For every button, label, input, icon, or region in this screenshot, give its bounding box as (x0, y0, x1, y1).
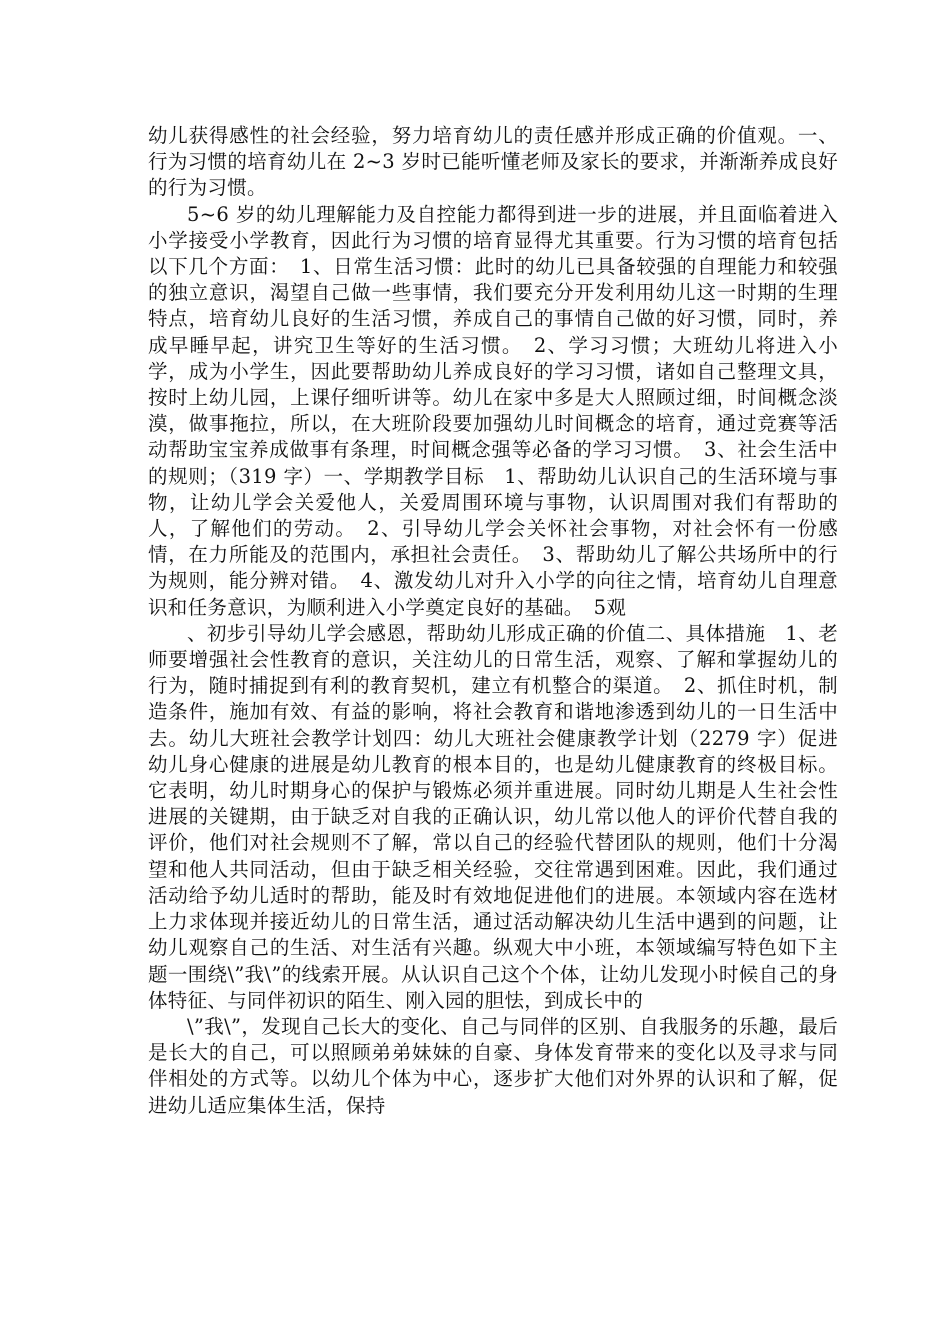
paragraph-1: 幼儿获得感性的社会经验，努力培育幼儿的责任感并形成正确的价值观。一、行为习惯的培育幼儿在 2~3 岁时已能听懂老师及家长的要求，并渐渐养成良好的行为习惯。 (148, 124, 838, 200)
document-body (148, 123, 838, 1119)
paragraph-2: 5~6 岁的幼儿理解能力及自控能力都得到进一步的进展，并且面临着进入小学接受小学教育，因此行为习惯的培育显得尤其重要。行为习惯的培育包括以下几个方面： 1、日常生活习惯：此时的幼儿已具备较强的自理能力和较强的独立意识，渴望自己做一些事情，我们要充分开发利用幼儿这一时期的生理特点，培育幼儿良好的生活习惯，养成自己的事情自己做的好习惯，同时，养成早睡早起，讲究卫生等好的生活习惯。 2、学习习惯；大班幼儿将进入小学，成为小学生，因此要帮助幼儿养成良好的学习习惯，诸如自己整理文具，按时上幼儿园，上课仔细听讲等。幼儿在家中多是大人照顾过细，时间概念淡漠，做事拖拉，所以，在大班阶段要加强幼儿时间概念的培育，通过竞赛等活动帮助宝宝养成做事有条理，时间概念强等必备的学习习惯。 3、社会生活中的规则；（319 字）一、学期教学目标 1、帮助幼儿认识自己的生活环境与事物，让幼儿学会关爱他人，关爱周围环境与事物，认识周围对我们有帮助的人，了解他们的劳动。 2、引导幼儿学会关怀社会事物，对社会怀有一份感情，在力所能及的范围内，承担社会责任。 3、帮助幼儿了解公共场所中的行为规则，能分辨对错。 4、激发幼儿对升入小学的向往之情，培育幼儿自理意识和任务意识，为顺利进入小学奠定良好的基础。 5观 (148, 202, 838, 619)
paragraph-4: \”我\”，发现自己长大的变化、自己与同伴的区别、自我服务的乐趣，最后是长大的自己，可以照顾弟弟妹妹的自豪、身体发育带来的变化以及寻求与同伴相处的方式等。以幼儿个体为中心，逐步扩大他们对外界的认识和了解，促进幼儿适应集体生活，保持 (148, 1014, 838, 1117)
paragraph-3: 、初步引导幼儿学会感恩，帮助幼儿形成正确的价值二、具体措施 1、老师要增强社会性教育的意识，关注幼儿的日常生活，观察、了解和掌握幼儿的行为，随时捕捉到有利的教育契机，建立有机整合的渠道。 2、抓住时机，制造条件，施加有效、有益的影响，将社会教育和谐地渗透到幼儿的一日生活中去。幼儿大班社会教学计划四：幼儿大班社会健康教学计划（2279 字）促进幼儿身心健康的进展是幼儿教育的根本目的，也是幼儿健康教育的终极目标。它表明，幼儿时期身心的保护与锻炼必须并重进展。同时幼儿期是人生社会性进展的关键期，由于缺乏对自我的正确认识，幼儿常以他人的评价代替自我的评价，他们对社会规则不了解，常以自己的经验代替团队的规则，他们十分渴望和他人共同活动，但由于缺乏相关经验，交往常遇到困难。因此，我们通过活动给予幼儿适时的帮助，能及时有效地促进他们的进展。本领域内容在选材上力求体现并接近幼儿的日常生活，通过活动解决幼儿生活中遇到的问题，让幼儿观察自己的生活、对生活有兴趣。纵观大中小班，本领域编写特色如下主题一围绕\”我\”的线索开展。从认识自己这个个体，让幼儿发现小时候自己的身体特征、与同伴初识的陌生、刚入园的胆怯，到成长中的 (148, 621, 838, 1012)
